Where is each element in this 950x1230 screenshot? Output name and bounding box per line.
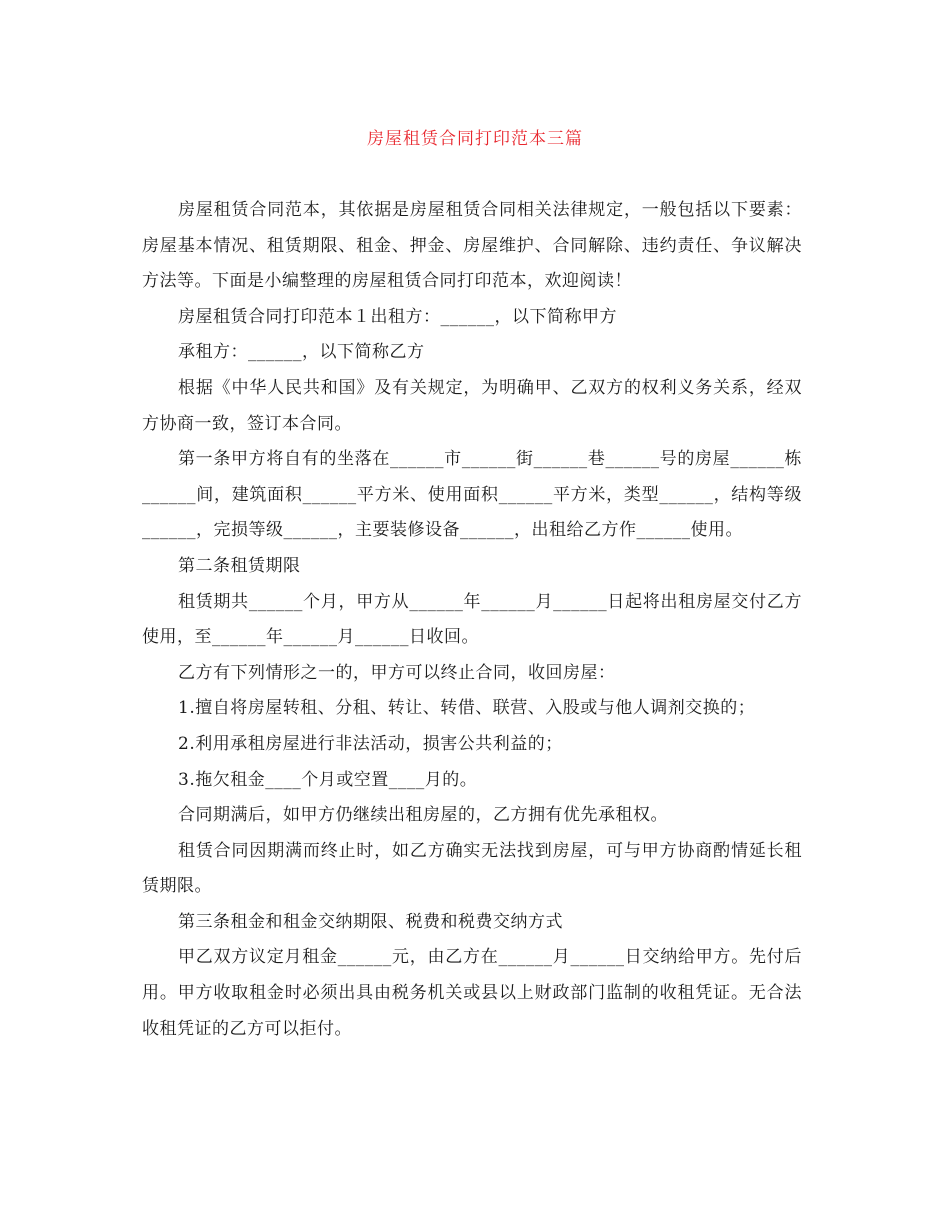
lease-term-paragraph: 租赁期共______个月，甲方从______年______月______日起将出租房屋交付乙方使用，至______年______月______日收回。 bbox=[142, 591, 802, 648]
intro-paragraph: 房屋租赁合同范本，其依据是房屋租赁合同相关法律规定，一般包括以下要素：房屋基本情况、租赁期限、租金、押金、房屋维护、合同解除、违约责任、争议解决方法等。下面是小编整理的房屋租赁合同打印范本，欢迎阅读！ bbox=[142, 200, 802, 292]
renewal-priority-paragraph: 合同期满后，如甲方仍继续出租房屋的，乙方拥有优先承租权。 bbox=[178, 805, 668, 826]
rent-payment-paragraph: 甲乙双方议定月租金______元，由乙方在______月______日交纳给甲方。先付后用。甲方收取租金时必须出具由税务机关或县以上财政部门监制的收租凭证。无合法收租凭证的乙方可以拒付。 bbox=[142, 947, 802, 1039]
termination-item-3: 3.拖欠租金____个月或空置____月的。 bbox=[178, 769, 478, 790]
termination-item-2: 2.利用承租房屋进行非法活动，损害公共利益的； bbox=[178, 733, 563, 754]
termination-item-1: 1.擅自将房屋转租、分租、转让、转借、联营、入股或与他人调剂交换的； bbox=[178, 698, 756, 719]
article-3-heading: 第三条租金和租金交纳期限、税费和税费交纳方式 bbox=[178, 911, 563, 932]
lessee-line: 承租方：______，以下简称乙方 bbox=[178, 342, 425, 363]
article-1-paragraph: 第一条甲方将自有的坐落在______市______街______巷______号的房屋______栋______间，建筑面积______平方米、使用面积______平方米，类型______，结构等级______，完损等级______，主要装修设备______，出租给乙方作______使用。 bbox=[142, 449, 802, 541]
extension-paragraph: 租赁合同因期满而终止时，如乙方确实无法找到房屋，可与甲方协商酌情延长租赁期限。 bbox=[142, 840, 802, 897]
document-title: 房屋租赁合同打印范本三篇 bbox=[367, 129, 583, 149]
termination-conditions-paragraph: 乙方有下列情形之一的，甲方可以终止合同，收回房屋： bbox=[178, 662, 616, 683]
document-body bbox=[142, 193, 802, 1047]
legal-basis-paragraph: 根据《中华人民共和国》及有关规定，为明确甲、乙双方的权利义务关系，经双方协商一致，签订本合同。 bbox=[142, 377, 802, 434]
article-2-heading: 第二条租赁期限 bbox=[178, 555, 301, 576]
lessor-line: 房屋租赁合同打印范本１出租方：______，以下简称甲方 bbox=[178, 306, 617, 327]
